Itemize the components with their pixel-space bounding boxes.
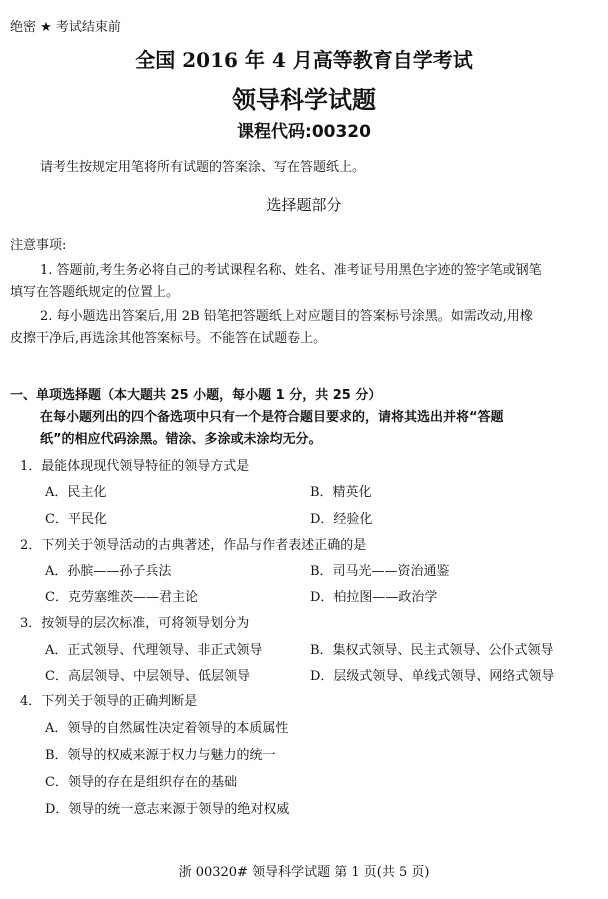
notes-heading: 注意事项: [10, 238, 67, 253]
question-2-stem: 2．下列关于领导活动的古典著述，作品与作者表述正确的是 [20, 538, 367, 553]
question-1-stem: 1．最能体现现代领导特征的领导方式是 [20, 459, 250, 474]
question-2-option-b: B．司马光——资治通鉴 [310, 564, 450, 579]
note-1-line-2: 填写在答题纸规定的位置上。 [10, 285, 180, 300]
question-1-option-b: B．精英化 [310, 485, 372, 500]
question-3-stem: 3．按领导的层次标准，可将领导划分为 [20, 616, 250, 631]
question-1-option-d: D．经验化 [310, 512, 373, 527]
question-2-option-d: D．柏拉图——政治学 [310, 590, 438, 605]
secret-label: 绝密 ★ 考试结束前 [10, 20, 121, 35]
note-1-line-1: 1. 答题前,考生务必将自己的考试课程名称、姓名、准考证号用黑色字迹的签字笔或钢笔 [40, 263, 542, 278]
question-1-option-c: C．平民化 [45, 512, 107, 527]
page-footer: 浙 00320# 领导科学试题 第 1 页(共 5 页) [178, 865, 430, 880]
question-3-option-a: A．正式领导、代理领导、非正式领导 [45, 643, 263, 658]
question-4-option-a: A．领导的自然属性决定着领导的本质属性 [45, 721, 289, 736]
course-code: 课程代码:00320 [237, 122, 371, 142]
question-4-option-c: C．领导的存在是组织存在的基础 [45, 775, 237, 790]
section-title: 选择题部分 [266, 196, 342, 214]
question-1-option-a: A．民主化 [45, 485, 107, 500]
question-4-stem: 4．下列关于领导的正确判断是 [20, 694, 198, 709]
question-2-option-c: C．克劳塞维茨——君主论 [45, 590, 198, 605]
question-2-option-a: A．孙膑——孙子兵法 [45, 564, 172, 579]
question-3-option-b: B．集权式领导、民主式领导、公仆式领导 [310, 643, 554, 658]
note-2-line-1: 2. 每小题选出答案后,用 2B 铅笔把答题纸上对应题目的答案标号涂黑。如需改动,用橡 [40, 309, 533, 324]
answer-instruction: 请考生按规定用笔将所有试题的答案涂、写在答题纸上。 [40, 160, 366, 175]
question-3-option-d: D．层级式领导、单线式领导、网络式领导 [310, 669, 555, 684]
question-4-option-b: B．领导的权威来源于权力与魅力的统一 [45, 748, 276, 763]
exam-title: 全国 2016 年 4 月高等教育自学考试 [135, 48, 473, 72]
note-2-line-2: 皮擦干净后,再选涂其他答案标号。不能答在试题卷上。 [10, 331, 327, 346]
part-1-desc-line-1: 在每小题列出的四个备选项中只有一个是符合题目要求的，请将其选出并将“答题 [40, 410, 504, 425]
subject-title: 领导科学试题 [232, 86, 376, 114]
question-4-option-d: D．领导的统一意志来源于领导的绝对权威 [45, 802, 290, 817]
part-1-heading: 一、单项选择题（本大题共 25 小题，每小题 1 分，共 25 分） [10, 388, 382, 403]
question-3-option-c: C．高层领导、中层领导、低层领导 [45, 669, 250, 684]
part-1-desc-line-2: 纸”的相应代码涂黑。错涂、多涂或未涂均无分。 [40, 432, 322, 447]
